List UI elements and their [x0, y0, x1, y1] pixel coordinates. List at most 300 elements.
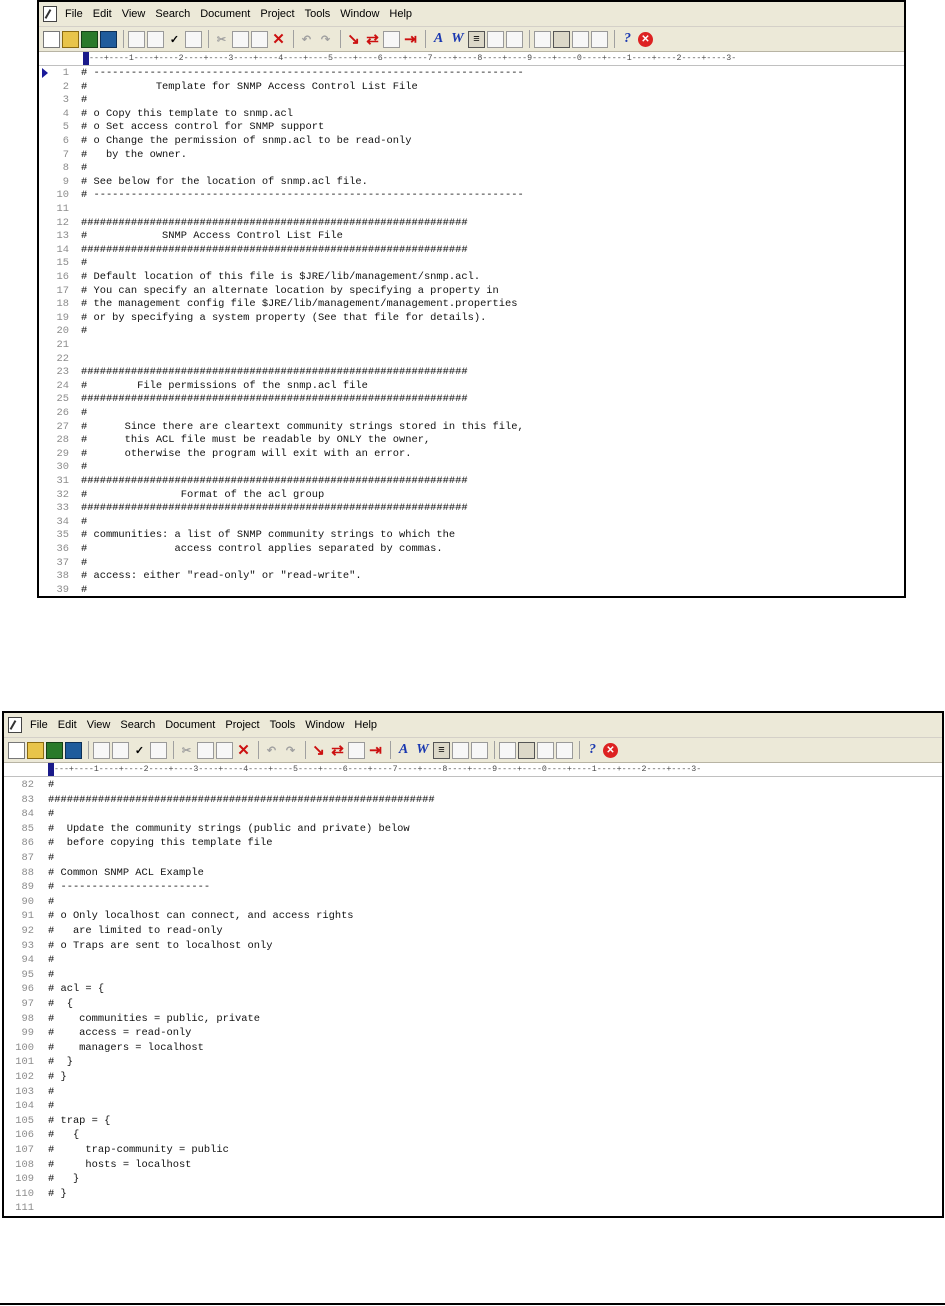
line-number: 2 [62, 80, 69, 93]
view-table-icon[interactable] [553, 31, 570, 48]
line-number: 93 [21, 939, 34, 952]
line-number: 95 [21, 968, 34, 981]
line-text: # o Only localhost can connect, and access rights [48, 910, 354, 923]
line-text: # } [48, 1173, 80, 1186]
line-number: 30 [56, 461, 69, 474]
ruler-scale: ---+----1----+----2----+----3----+----4----+----5----+----6----+----7----+----8----+----9----+----0----+----1----+----2----+----3- [89, 54, 737, 63]
line-number: 3 [62, 94, 69, 107]
line-text: # acl = { [48, 983, 105, 996]
app-icon[interactable] [43, 6, 57, 22]
line-number: 110 [15, 1187, 34, 1200]
line-text: # [81, 515, 88, 528]
paste-icon[interactable] [216, 742, 233, 759]
line-number: 87 [21, 852, 34, 864]
line-number: 105 [15, 1114, 34, 1127]
line-text: # { [48, 998, 73, 1010]
line-number: 92 [21, 925, 34, 937]
editor-line[interactable] [8, 969, 54, 981]
menu-edit[interactable]: Edit [57, 719, 77, 731]
editor-line[interactable] [8, 1013, 260, 1025]
new-file-icon[interactable] [8, 742, 25, 759]
toolbar-separator [390, 741, 391, 759]
editor-line[interactable] [47, 475, 468, 487]
line-number: 89 [21, 881, 34, 894]
line-text: # SNMP Access Control List File [81, 230, 343, 243]
spellcheck-icon[interactable]: ✓ [169, 33, 180, 46]
editor-line[interactable] [47, 189, 524, 201]
undo-icon[interactable]: ↶ [301, 33, 312, 46]
line-number: 12 [56, 216, 69, 229]
line-number: 15 [56, 257, 69, 270]
line-text: # Update the community strings (public and private) below [48, 822, 410, 835]
menu-help[interactable]: Help [354, 719, 378, 731]
menu-bar [39, 2, 904, 27]
line-text: ############################################################## [81, 393, 468, 406]
menu-project[interactable]: Project [260, 8, 295, 20]
line-number: 19 [56, 311, 69, 324]
line-text: # [48, 1085, 55, 1098]
toolbar-separator [614, 30, 615, 48]
editor-line[interactable] [8, 998, 73, 1010]
line-number: 31 [56, 475, 69, 487]
line-number: 28 [56, 434, 69, 447]
editor-line[interactable] [8, 896, 54, 908]
line-number: 111 [15, 1202, 34, 1215]
editor-line[interactable] [47, 108, 293, 120]
line-number: 8 [62, 162, 69, 175]
line-text: # o Traps are sent to localhost only [48, 939, 273, 952]
editor-line[interactable] [47, 557, 87, 569]
line-number: 27 [56, 420, 69, 433]
line-text: # } [48, 1187, 67, 1200]
line-text: # before copying this template file [48, 837, 273, 850]
toolbar-separator [258, 741, 259, 759]
menu-file[interactable]: File [30, 719, 48, 731]
toolbar [39, 27, 904, 52]
editor-line[interactable] [47, 230, 343, 242]
line-text: # Since there are cleartext community strings stored in this file, [81, 420, 524, 433]
line-number: 100 [15, 1041, 34, 1054]
clipboard-icon[interactable] [348, 742, 365, 759]
toolbar-separator [88, 741, 89, 759]
font-icon[interactable]: A [433, 31, 444, 46]
editor-window-top [37, 0, 906, 598]
editor-line[interactable] [8, 1202, 48, 1214]
line-number: 16 [56, 271, 69, 283]
document-icon[interactable] [185, 31, 202, 48]
editor-line[interactable] [47, 502, 468, 514]
open-folder-icon[interactable] [62, 31, 79, 48]
copy-icon[interactable] [232, 31, 249, 48]
clipboard-icon[interactable] [383, 31, 400, 48]
editor-line[interactable] [47, 203, 81, 215]
line-text: # [81, 162, 88, 175]
app-icon[interactable] [8, 717, 22, 733]
line-text: # [81, 94, 88, 107]
editor-line[interactable] [47, 257, 87, 269]
line-number: 85 [21, 822, 34, 835]
line-text: # See below for the location of snmp.acl file. [81, 175, 368, 188]
line-text: # otherwise the program will exit with an error. [81, 447, 412, 460]
line-number: 103 [15, 1085, 34, 1098]
undo-icon[interactable]: ↶ [266, 744, 277, 757]
line-number: 39 [56, 583, 69, 596]
cut-icon[interactable]: ✂ [216, 33, 227, 46]
editor-line[interactable] [47, 584, 87, 596]
line-text: # [81, 461, 88, 474]
editor-line[interactable] [47, 529, 455, 541]
line-number: 109 [15, 1173, 34, 1186]
line-number: 82 [21, 779, 34, 791]
wrap-lines-icon[interactable]: ≡ [468, 31, 485, 48]
line-numbers-icon[interactable] [487, 31, 504, 48]
redo-icon[interactable]: ↷ [320, 33, 331, 46]
line-text: # You can specify an alternate location by specifying a property in [81, 284, 499, 297]
paste-icon[interactable] [251, 31, 268, 48]
line-number: 23 [56, 366, 69, 379]
line-number: 88 [21, 866, 34, 879]
line-number: 10 [56, 189, 69, 202]
new-file-icon[interactable] [43, 31, 60, 48]
editor-line[interactable] [47, 244, 468, 256]
view-text-icon[interactable] [499, 742, 516, 759]
line-text: # } [48, 1071, 67, 1083]
close-icon[interactable]: ✕ [638, 32, 653, 47]
toolbar-separator [305, 741, 306, 759]
line-number: 38 [56, 570, 69, 583]
toolbar-separator [293, 30, 294, 48]
print-preview-icon[interactable] [128, 31, 145, 48]
line-text: # o Copy this template to snmp.acl [81, 107, 294, 120]
line-number: 106 [15, 1129, 34, 1142]
print-preview-icon[interactable] [93, 742, 110, 759]
editor-line[interactable] [47, 312, 486, 324]
editor-window-bottom [2, 711, 944, 1218]
line-text: # Template for SNMP Access Control List File [81, 80, 418, 93]
line-text: # { [48, 1129, 80, 1142]
editor-line[interactable] [47, 366, 468, 378]
line-number: 98 [21, 1012, 34, 1025]
line-number: 90 [21, 895, 34, 908]
line-text: # --------------------------------------------------------------------- [81, 189, 524, 202]
line-number: 97 [21, 998, 34, 1010]
editor-line[interactable] [8, 910, 354, 922]
line-text: ############################################################## [81, 216, 468, 229]
line-number: 9 [62, 175, 69, 188]
editor-line[interactable] [47, 94, 87, 106]
editor-line[interactable] [47, 543, 443, 555]
menu-search[interactable]: Search [120, 719, 156, 731]
line-text: ############################################################## [81, 366, 468, 379]
spellcheck-icon[interactable]: ✓ [134, 744, 145, 757]
save-icon[interactable] [81, 31, 98, 48]
editor-line[interactable] [47, 570, 362, 582]
line-number: 33 [56, 502, 69, 515]
toolbar-separator [340, 30, 341, 48]
help-icon[interactable]: ? [624, 31, 631, 46]
editor-line[interactable] [8, 1188, 67, 1200]
editor-line[interactable] [8, 852, 54, 864]
delete-icon[interactable]: ✕ [237, 742, 250, 759]
replace-icon[interactable]: ⇄ [366, 31, 379, 48]
toolbar-separator [208, 30, 209, 48]
text-editor[interactable] [39, 66, 904, 598]
ruler-scale: ---+----1----+----2----+----3----+----4----+----5----+----6----+----7----+----8----+----9----+----0----+----1----+----2----+----3- [54, 765, 702, 774]
line-text: # [81, 257, 88, 270]
editor-line[interactable] [8, 983, 104, 995]
delete-icon[interactable]: ✕ [272, 31, 285, 48]
editor-line[interactable] [8, 1115, 110, 1127]
view-format-icon[interactable] [591, 31, 608, 48]
editor-line[interactable] [47, 162, 87, 174]
line-number: 24 [56, 379, 69, 392]
document-icon[interactable] [150, 742, 167, 759]
line-number: 11 [56, 203, 69, 215]
editor-line[interactable] [47, 339, 81, 351]
editor-line[interactable] [8, 940, 272, 952]
find-icon[interactable]: ↘ [347, 31, 360, 48]
font-icon[interactable]: A [398, 742, 409, 757]
menu-bar [4, 713, 942, 738]
editor-line[interactable] [8, 808, 54, 820]
menu-tools[interactable]: Tools [304, 8, 331, 20]
line-number: 107 [15, 1144, 34, 1156]
menu-window[interactable]: Window [305, 719, 345, 731]
line-number: 34 [56, 515, 69, 528]
toolbar-separator [173, 741, 174, 759]
indent-icon[interactable]: ⇥ [369, 742, 382, 759]
line-number: 26 [56, 407, 69, 419]
line-text: # [81, 325, 88, 338]
line-number: 20 [56, 325, 69, 338]
line-text: ############################################################## [81, 243, 468, 256]
properties-icon[interactable] [506, 31, 523, 48]
line-text: # [81, 407, 88, 419]
line-text: # access control applies separated by commas. [81, 543, 443, 555]
save-icon[interactable] [46, 742, 63, 759]
menu-document[interactable]: Document [165, 719, 216, 731]
editor-line[interactable] [47, 81, 418, 93]
toolbar-separator [579, 741, 580, 759]
line-number: 36 [56, 543, 69, 555]
line-number: 17 [56, 284, 69, 297]
line-number: 5 [62, 121, 69, 134]
line-number: 86 [21, 837, 34, 850]
line-text: # Default location of this file is $JRE/lib/management/snmp.acl. [81, 271, 481, 283]
line-text: # the management config file $JRE/lib/management/management.properties [81, 298, 518, 311]
editor-line[interactable] [8, 1129, 79, 1141]
editor-line[interactable] [8, 1173, 79, 1185]
line-text: # ------------------------ [48, 881, 211, 894]
editor-line[interactable] [47, 448, 411, 460]
toolbar-separator [529, 30, 530, 48]
editor-line[interactable] [8, 823, 410, 835]
indent-icon[interactable]: ⇥ [404, 31, 417, 48]
line-text: ############################################################## [81, 475, 468, 487]
save-all-icon[interactable] [100, 31, 117, 48]
toolbar-separator [494, 741, 495, 759]
line-text: # o Set access control for SNMP support [81, 121, 325, 134]
redo-icon[interactable]: ↷ [285, 744, 296, 757]
line-text: # [48, 968, 55, 981]
editor-line[interactable] [47, 380, 368, 392]
view-format-icon[interactable] [556, 742, 573, 759]
line-number: 25 [56, 393, 69, 406]
word-wrap-icon[interactable]: W [451, 31, 464, 46]
line-text: # [48, 779, 55, 791]
editor-line[interactable] [47, 516, 87, 528]
menu-view[interactable]: View [86, 719, 111, 731]
editor-line[interactable] [47, 271, 480, 283]
editor-line[interactable] [8, 1159, 191, 1171]
editor-line[interactable] [47, 135, 411, 147]
editor-line[interactable] [8, 1056, 73, 1068]
line-text: # are limited to read-only [48, 925, 223, 937]
editor-line[interactable] [47, 217, 468, 229]
view-text-icon[interactable] [534, 31, 551, 48]
line-number: 96 [21, 983, 34, 996]
line-text: # [81, 556, 88, 569]
line-text: # File permissions of the snmp.acl file [81, 379, 368, 392]
editor-line[interactable] [8, 1027, 191, 1039]
editor-line[interactable] [8, 881, 210, 893]
line-text: # [48, 954, 55, 967]
save-all-icon[interactable] [65, 742, 82, 759]
line-text: # [48, 895, 55, 908]
line-number: 22 [56, 352, 69, 365]
copy-icon[interactable] [197, 742, 214, 759]
open-folder-icon[interactable] [27, 742, 44, 759]
line-text: # --------------------------------------------------------------------- [81, 67, 524, 79]
line-numbers-icon[interactable] [452, 742, 469, 759]
editor-line[interactable] [47, 176, 368, 188]
line-text: # access = read-only [48, 1027, 192, 1040]
editor-line[interactable] [8, 925, 223, 937]
replace-icon[interactable]: ⇄ [331, 742, 344, 759]
line-text: # this ACL file must be readable by ONLY the owner, [81, 434, 431, 447]
line-text: # by the owner. [81, 148, 188, 161]
line-number: 32 [56, 488, 69, 501]
editor-line[interactable] [8, 837, 272, 849]
line-number: 6 [62, 135, 69, 147]
menu-file[interactable]: File [65, 8, 83, 20]
editor-line[interactable] [8, 1144, 229, 1156]
line-number: 99 [21, 1027, 34, 1040]
editor-line[interactable] [8, 1100, 54, 1112]
editor-line[interactable] [47, 393, 468, 405]
word-wrap-icon[interactable]: W [416, 742, 429, 757]
page-bottom-rule [0, 1303, 945, 1305]
editor-line[interactable] [47, 298, 517, 310]
help-icon[interactable]: ? [589, 742, 596, 757]
editor-line[interactable] [8, 779, 54, 791]
menu-window[interactable]: Window [340, 8, 380, 20]
editor-line[interactable] [47, 461, 87, 473]
editor-line[interactable] [47, 325, 87, 337]
line-text: # [48, 808, 55, 821]
editor-line[interactable] [8, 954, 54, 966]
line-text: # communities: a list of SNMP community strings to which the [81, 529, 456, 542]
wrap-lines-icon[interactable]: ≡ [433, 742, 450, 759]
toolbar-separator [123, 30, 124, 48]
ruler [39, 52, 904, 66]
line-text: ############################################################## [81, 502, 468, 515]
line-text: # [48, 852, 55, 864]
line-text: ############################################################## [48, 793, 435, 806]
editor-line[interactable] [47, 353, 81, 365]
line-number: 29 [56, 447, 69, 460]
editor-line[interactable] [8, 1086, 54, 1098]
line-text: # Common SNMP ACL Example [48, 866, 204, 879]
text-editor[interactable] [4, 777, 942, 1218]
print-icon[interactable] [112, 742, 129, 759]
line-text: # trap-community = public [48, 1144, 229, 1156]
print-icon[interactable] [147, 31, 164, 48]
line-number: 13 [56, 230, 69, 243]
cut-icon[interactable]: ✂ [181, 744, 192, 757]
view-hex-icon[interactable] [537, 742, 554, 759]
editor-line[interactable] [47, 434, 430, 446]
editor-line[interactable] [47, 67, 524, 79]
editor-line[interactable] [8, 867, 204, 879]
find-icon[interactable]: ↘ [312, 742, 325, 759]
line-text: # o Change the permission of snmp.acl to be read-only [81, 135, 412, 147]
editor-line[interactable] [47, 121, 324, 133]
line-number: 4 [62, 107, 69, 120]
properties-icon[interactable] [471, 742, 488, 759]
editor-line[interactable] [47, 407, 87, 419]
view-hex-icon[interactable] [572, 31, 589, 48]
toolbar-separator [425, 30, 426, 48]
editor-line[interactable] [47, 149, 187, 161]
line-text: # access: either "read-only" or "read-write". [81, 570, 362, 583]
line-text: # trap = { [48, 1114, 111, 1127]
menu-view[interactable]: View [121, 8, 146, 20]
menu-document[interactable]: Document [200, 8, 251, 20]
editor-line[interactable] [8, 794, 435, 806]
line-text: # [81, 583, 88, 596]
line-number: 14 [56, 243, 69, 256]
editor-line[interactable] [8, 1071, 67, 1083]
menu-edit[interactable]: Edit [92, 8, 112, 20]
view-table-icon[interactable] [518, 742, 535, 759]
line-number: 1 [62, 67, 69, 79]
line-text: # [48, 1100, 55, 1113]
line-text: # } [48, 1056, 73, 1069]
toolbar [4, 738, 942, 763]
line-number: 101 [15, 1056, 34, 1069]
line-text: # or by specifying a system property (See that file for details). [81, 311, 487, 324]
menu-project[interactable]: Project [225, 719, 260, 731]
line-number: 37 [56, 556, 69, 569]
editor-line[interactable] [8, 1042, 204, 1054]
menu-tools[interactable]: Tools [269, 719, 296, 731]
editor-line[interactable] [47, 489, 324, 501]
line-number: 21 [56, 339, 69, 351]
editor-line[interactable] [47, 421, 524, 433]
line-number: 84 [21, 808, 34, 821]
menu-search[interactable]: Search [155, 8, 191, 20]
line-number: 102 [15, 1071, 34, 1083]
line-text: # communities = public, private [48, 1012, 261, 1025]
close-icon[interactable]: ✕ [603, 743, 618, 758]
menu-help[interactable]: Help [389, 8, 413, 20]
editor-line[interactable] [47, 285, 499, 297]
line-text: # Format of the acl group [81, 488, 325, 501]
line-number: 108 [15, 1158, 34, 1171]
ruler [4, 763, 942, 777]
line-number: 91 [21, 910, 34, 923]
